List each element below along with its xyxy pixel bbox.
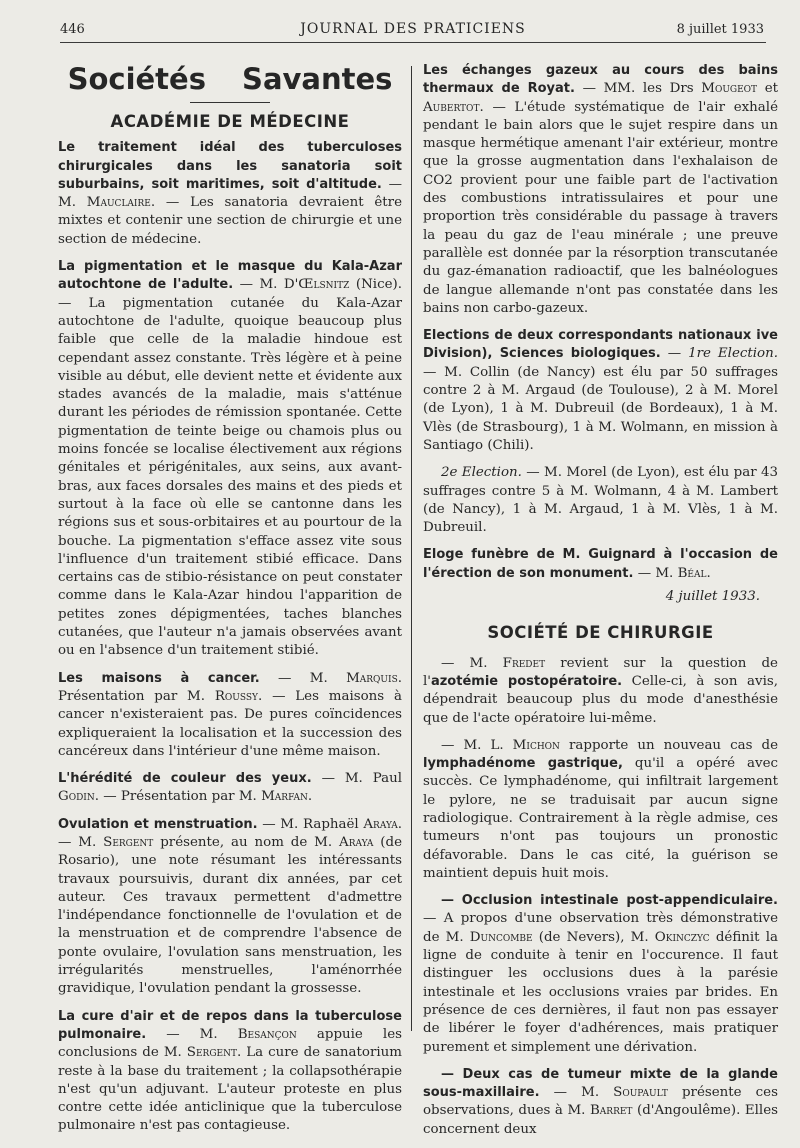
article-text: Celle-ci, à son avis, dépendrait beaucoup plus du mode d'anesthésie que de l'acte opératoire lui-même.: [423, 673, 778, 726]
article-cure-air: La cure d'air et de repos dans la tuberculose pulmonaire. — M. Besançon appuie les conclusions de M. Sergent. La cure de sanatorium reste à la base du traitement ; la collapsothérapie n'est qu'un adjuvant. L'auteur proteste en plus contre cette idée anticlinique que la tuberculose pulmonaire n'est pas contagieuse.: [58, 1008, 402, 1134]
article-maisons-cancer: Les maisons à cancer. — M. Marquis. Présentation par M. Roussy. — Les maisons à cancer n'existeraient pas. De pures coïncidences expliqueraient la localisation et la succession des cancéreux dans l'intérieur d'une même maison.: [58, 670, 402, 759]
article-text: (d'Angoulême). Elles concernent deux: [423, 1103, 778, 1137]
article-occlusion: [423, 892, 778, 1057]
article-topic: azotémie postopératoire.: [430, 673, 623, 689]
article-presenter: Roussy.: [214, 688, 263, 704]
issue-date: 8 juillet 1933: [676, 22, 764, 37]
article-author: Mauclaire.: [86, 195, 156, 211]
article-text: Présentation par M.: [58, 688, 206, 704]
article-text: La pigmentation cutanée du Kala-Azar autochtone de l'adulte, quoique beaucoup plus faible que celle de la maladie hindoue est cependant assez constante. Très légère et à peine visible au début, elle devient nette et évidente aux stades avancés de la maladie, mais s'atténue durant les périodes de rémission spontanée. Cette pigmentation de teinte beige ou chamois plus ou moins foncée se localise électivement aux régions génitales et périgénitales, aux seins, aux avant-bras, aux faces dorsales des mains et des pieds et surtout à la face où elle se cantonne dans les régions sus et sous-orbitaires et au pourtour de la bouche. La pigmentation s'efface assez vite sous l'influence d'un traitement stibié efficace. Dans certains cas de stibio-résistance on peut constater comme dans le Kala-Azar hindou l'apparition de petites zones dépigmentées, taches blanches cutanées, que l'auteur n'a jamais observées avant ou en l'absence d'un traitement stibié.: [58, 295, 402, 659]
article-place: (Nice). —: [58, 277, 402, 311]
article-text: (de Rosario), une note résumant les intéressants travaux poursuivis, durant dix années, par cet auteur. Ces travaux permettent d'admettre l'indépendance fonctionnelle de l'ovulation et de la menstruation et de comprendre l'absence de ponte ovulaire, l'ovulation sans menstruation, les irrégularités menstruelles, l'aménorrhée gravidique, l'ovulation pendant la grossesse.: [58, 834, 403, 997]
article-heading: Les échanges gazeux au cours des bains thermaux de Royat.: [423, 63, 778, 97]
article-author-2: Okinczyc: [654, 929, 710, 945]
article-author: Besançon: [237, 1026, 297, 1042]
article-elections-2: [423, 464, 778, 537]
article-heading: La cure d'air et de repos dans la tuberculose pulmonaire.: [58, 1008, 402, 1042]
article-heading: — Deux cas de tumeur mixte de la glande sous-maxillaire.: [423, 1066, 778, 1101]
article-topic: lymphadénome gastrique,: [423, 756, 623, 772]
article-heading: Les maisons à cancer.: [58, 670, 260, 686]
article-heading: Eloge funèbre de M. Guignard à l'occasion de l'érection de son monument.: [423, 547, 778, 581]
article-author: D'Œlsnitz: [283, 277, 350, 293]
article-heading: Ovulation et menstruation.: [58, 816, 258, 832]
election-label: — 1re Election.: [667, 346, 778, 362]
article-heading: Le traitement idéal des tuberculoses chirurgicales dans les sanatoria soit suburbains, soit maritimes, soit d'altitude.: [58, 140, 402, 192]
article-author-2: Araya: [339, 834, 374, 850]
journal-title: JOURNAL DES PRATICIENS: [300, 21, 526, 37]
article-author-prefix: — MM. les Drs: [582, 81, 694, 97]
article-text: — M.: [553, 1085, 600, 1101]
article-heading: — Occlusion intestinale post-appendiculaire.: [441, 893, 778, 909]
article-tumeur-mixte: [423, 1066, 778, 1139]
article-heredite-yeux: [58, 770, 402, 807]
title-rule: [190, 102, 270, 103]
page-header: [60, 20, 766, 43]
article-author-prefix: — M. Raphaël: [262, 816, 359, 832]
article-tuberculoses-chirurgicales: Le traitement idéal des tuberculoses chirurgicales dans les sanatoria soit suburbains, soit maritimes, soit d'altitude. — M. Mauclaire. — Les sanatoria devraient être mixtes et contenir une section de chirurgie et une section de médecine.: [58, 140, 403, 247]
article-author-prefix: — M. Paul: [321, 771, 402, 787]
article-text: — M. Morel (de Lyon), est élu par 43 suffrages contre 5 à M. Wolmann, 4 à M. Lambert (de Nancy), 1 à M. Argaud, 1 à M. Vlès, 1 à M. Dubreuil.: [423, 465, 779, 536]
article-author: Soupault: [613, 1085, 668, 1101]
signoff-date: 4 juillet 1933.: [665, 589, 760, 605]
article-echanges-gazeux: [423, 62, 778, 318]
article-presenter: Sergent.: [186, 1045, 242, 1061]
article-text: Les sanatoria devraient être mixtes et contenir une section de chirurgie et une section de médecine.: [58, 195, 403, 247]
column-divider: [411, 66, 412, 1031]
article-eloge: [423, 546, 778, 583]
article-kala-azar: La pigmentation et le masque du Kala-Azar autochtone de l'adulte. — M. D'Œlsnitz (Nice). — La pigmentation cutanée du Kala-Azar autochtone de l'adulte, quoique beaucoup plus faible que celle de la maladie hindoue est cependant assez constante. Très légère et à peine visible au début, elle devient nette et évidente aux stades avancés de la maladie, mais s'atténue durant les périodes de rémission spontanée. Cette pigmentation de teinte beige ou chamois plus ou moins foncée se localise électivement aux régions génitales et périgénitales, aux seins, aux avant-bras, aux faces dorsales des mains et des pieds et surtout à la face où elle se cantonne dans les régions sus et sous-orbitaires et au pourtour de la bouche. La pigmentation s'efface assez vite sous l'influence d'un traitement stibié efficace. Dans certains cas de stibio-résistance on peut constater comme dans le Kala-Azar hindou l'apparition de petites zones dépigmentées, taches blanches cutanées, que l'auteur n'a jamais observées avant ou en l'absence d'un traitement stibié.: [58, 259, 402, 659]
article-text: revient sur la question de l': [423, 655, 778, 689]
article-text: qu'il a opéré avec succès. Ce lymphadénome, qui infiltrait largement le pylore, ne se traduisait par aucun signe radiologique. Contrairement à la règle admise, ces tumeurs n'ont pas toujours un pronostic défavorable. Dans le cas cité, la guérison se maintient depuis huit mois.: [423, 756, 778, 881]
article-text: — Les maisons à cancer n'existeraient pas. De pures coïncidences expliqueraient la localisation et la succession des cancéreux dans l'intérieur d'une même maison.: [58, 688, 402, 759]
surgery-title: SOCIÉTÉ DE CHIRURGIE: [487, 623, 714, 643]
article-text: (de Nevers), M.: [538, 929, 649, 945]
conjunction: et: [764, 81, 779, 97]
article-ovulation: Ovulation et menstruation. — M. Raphaël Araya. — M. Sergent présente, au nom de M. Araya (de Rosario), une note résumant les intéressants travaux poursuivis, durant dix années, par cet auteur. Ces travaux permettent d'admettre l'indépendance fonctionnelle de l'ovulation et de la menstruation et de comprendre l'absence de ponte ovulaire, l'ovulation sans menstruation, les irrégularités menstruelles, l'aménorrhée gravidique, l'ovulation pendant la grossesse.: [58, 816, 403, 997]
left-column: [58, 62, 402, 1145]
article-text: — Présentation par M.: [103, 789, 257, 805]
article-author: Duncombe: [469, 929, 533, 945]
article-author-2: Barret: [589, 1103, 633, 1119]
article-text: — M. Collin (de Nancy) est élu par 50 suffrages contre 2 à M. Argaud (de Toulouse), 2 à M. Morel (de Lyon), 1 à M. Dubreuil (de Bordeaux), 1 à M. Vlès (de Strasbourg), 1 à M. Wolmann, en mission à Santiago (Chili).: [423, 364, 778, 453]
article-lymphadenome: [423, 737, 778, 883]
article-heading: Elections de deux correspondants nationaux ive Division), Sciences biologiques.: [423, 328, 778, 362]
article-author: — M. Béal.: [637, 565, 711, 581]
article-author-2: Aubertot.: [423, 99, 484, 115]
article-azotemie: [423, 655, 778, 728]
article-heading: L'hérédité de couleur des yeux.: [58, 771, 312, 787]
article-text: — M.: [441, 655, 488, 671]
article-text: rapporte un nouveau cas de: [569, 737, 778, 753]
page-number: 446: [60, 22, 85, 37]
article-author: Godin.: [58, 789, 99, 805]
article-text: présente, au nom de M.: [160, 834, 333, 850]
article-text: définit la ligne de conduite à tenir en l'occurence. Il faut distinguer les occlusions dues à la parésie intestinale et les occlusions vraies par brides. En présence de ces dernières, il faut non pas essayer de libérer le foyer d'adhérences, mais pratiquer purement et simplement une dérivation.: [423, 929, 778, 1055]
article-text: — A propos d'une observation très démonstrative de M.: [423, 911, 778, 945]
article-author: Araya.: [363, 816, 402, 832]
article-text: — L'étude systématique de l'air exhalé pendant le bain alors que le sujet respire dans un masque hermétique amenant l'air extérieur, montre que la grosse augmentation dans l'exhalaison de CO2 provient pour une faible part de l'activation des combustions intratissulaires et pour une proportion très considérable du passage à travers la peau du gaz de l'eau minérale ; une preuve parallèle est donnée par la résorption transcutanée du gaz-émanation radioactif, que les balnéologues de langue allemande n'ont pas constatée dans les bains non carbo-gazeux.: [423, 99, 778, 316]
article-presenter: Sergent: [103, 834, 154, 850]
election-label: 2e Election.: [441, 465, 522, 481]
article-author: Fredet: [502, 655, 546, 671]
article-author: Marquis.: [346, 670, 402, 686]
academy-title: ACADÉMIE DE MÉDECINE: [110, 112, 350, 131]
article-text: La cure de sanatorium reste à la base du traitement ; la collapsothérapie n'est qu'un adjuvant. L'auteur proteste en plus contre cette idée anticlinique que la tuberculose pulmonaire n'est pas contagieuse.: [58, 1045, 402, 1134]
article-elections: [423, 327, 778, 455]
article-heading: La pigmentation et le masque du Kala-Azar autochtone de l'adulte.: [58, 259, 402, 293]
article-text: appuie les conclusions de M.: [58, 1026, 402, 1061]
article-text: présente ces observations, dues à M.: [423, 1085, 778, 1119]
article-author: Mougeot: [701, 81, 758, 97]
article-author: Michon: [512, 737, 560, 753]
section-title: Sociétés Savantes: [67, 62, 393, 96]
article-text: — M. L.: [441, 737, 504, 753]
right-column: [423, 62, 778, 1148]
article-presenter: Marfan.: [261, 789, 313, 805]
